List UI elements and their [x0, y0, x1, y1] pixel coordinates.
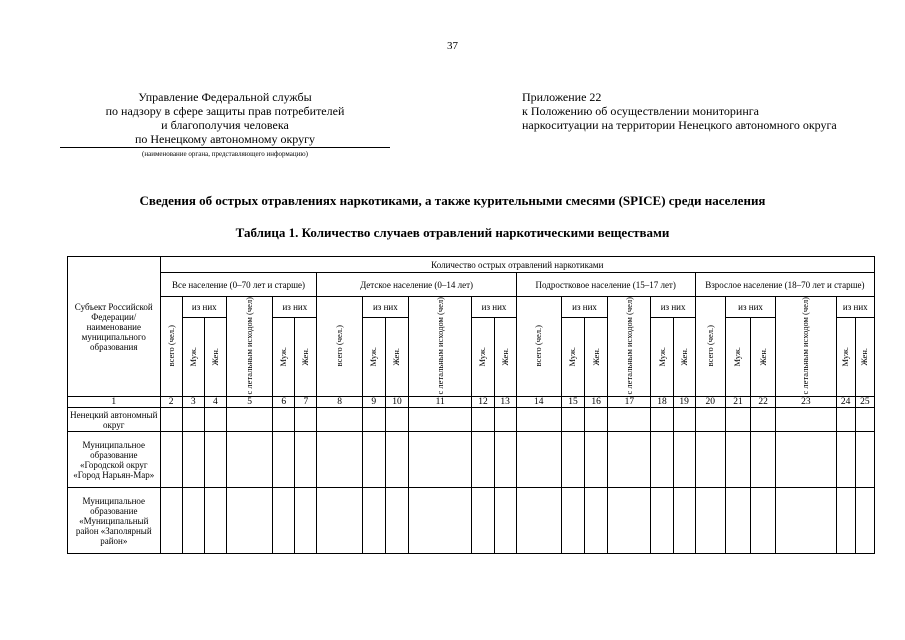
data-cell[interactable]: [725, 432, 750, 488]
female-header-text: Жен.: [209, 347, 220, 366]
lethal-header: [409, 297, 472, 397]
lethal-header-text: с летальным исходом (чел): [800, 297, 811, 395]
total-header-text: всего (чел.): [165, 325, 176, 367]
data-cell[interactable]: [472, 408, 494, 432]
column-number: 21: [725, 397, 750, 408]
total-header-text: всего (чел.): [334, 325, 345, 367]
total-header: [695, 297, 725, 397]
female-header: [295, 318, 317, 397]
of-them-header: из них: [725, 297, 775, 318]
data-cell[interactable]: [585, 408, 608, 432]
column-number: 16: [585, 397, 608, 408]
male-header: [182, 318, 204, 397]
annex-line: Приложение 22: [522, 90, 602, 104]
data-cell[interactable]: [585, 432, 608, 488]
male-header: [362, 318, 385, 397]
male-header-text: Муж.: [187, 346, 198, 367]
data-cell[interactable]: [273, 432, 295, 488]
male-header-text: Муж.: [567, 346, 578, 367]
data-cell[interactable]: [608, 488, 651, 554]
data-cell[interactable]: [725, 488, 750, 554]
column-number: 5: [226, 397, 272, 408]
column-number: 4: [204, 397, 226, 408]
data-cell[interactable]: [226, 432, 272, 488]
column-number: 2: [160, 397, 182, 408]
row-label: Ненецкий автономный округ: [68, 408, 161, 432]
column-number: 22: [751, 397, 776, 408]
column-number-row: [68, 397, 875, 408]
female-header-text: Жен.: [757, 347, 768, 366]
data-cell[interactable]: [651, 488, 673, 554]
lethal-header: [226, 297, 272, 397]
column-number: 25: [855, 397, 874, 408]
data-cell[interactable]: [855, 432, 874, 488]
data-cell[interactable]: [751, 488, 776, 554]
data-cell[interactable]: [182, 408, 204, 432]
annex-line: наркоситуации на территории Ненецкого автономного округа: [522, 118, 837, 132]
male-header-text: Муж.: [656, 346, 667, 367]
data-cell[interactable]: [362, 488, 385, 554]
data-cell[interactable]: [385, 432, 408, 488]
data-cell[interactable]: [608, 408, 651, 432]
female-header: [494, 318, 516, 397]
lethal-header-text: с летальным исходом (чел): [434, 297, 445, 395]
male-header-text: Муж.: [278, 346, 289, 367]
table-title: Таблица 1. Количество случаев отравлений наркотическими веществами: [235, 225, 670, 240]
female-header: [204, 318, 226, 397]
column-number: 3: [182, 397, 204, 408]
data-cell[interactable]: [561, 488, 584, 554]
data-cell[interactable]: [751, 432, 776, 488]
data-cell[interactable]: [385, 488, 408, 554]
data-cell[interactable]: [561, 408, 584, 432]
org-line: Управление Федеральной службы: [138, 90, 312, 104]
data-cell[interactable]: [409, 488, 472, 554]
data-cell[interactable]: [226, 408, 272, 432]
row-label: Муниципальное образование «Городской округ «Город Нарьян-Мар»: [68, 432, 161, 488]
female-header-text: Жен.: [300, 347, 311, 366]
total-header: [160, 297, 182, 397]
column-number: 11: [409, 397, 472, 408]
column-number: 19: [673, 397, 695, 408]
group-header-all: Все население (0–70 лет и старше): [160, 273, 317, 297]
male-header-text: Муж.: [732, 346, 743, 367]
of-them-header: из них: [836, 297, 874, 318]
data-cell[interactable]: [204, 432, 226, 488]
group-header-adults: Взрослое население (18–70 лет и старше): [695, 273, 874, 297]
of-them-header: из них: [273, 297, 317, 318]
lethal-header: [608, 297, 651, 397]
data-cell[interactable]: [855, 488, 874, 554]
male-header-text: Муж.: [840, 346, 851, 367]
data-cell[interactable]: [836, 432, 855, 488]
female-header: [855, 318, 874, 397]
data-cell[interactable]: [160, 488, 182, 554]
lethal-header-text: с летальным исходом (чел): [623, 297, 634, 395]
female-header: [385, 318, 408, 397]
data-cell[interactable]: [226, 488, 272, 554]
data-table: [67, 256, 875, 554]
data-cell[interactable]: [317, 488, 362, 554]
org-line: и благополучия человека: [161, 118, 289, 132]
total-header: [516, 297, 561, 397]
data-cell[interactable]: [273, 408, 295, 432]
column-number: 10: [385, 397, 408, 408]
data-cell[interactable]: [776, 408, 836, 432]
male-header-text: Муж.: [477, 346, 488, 367]
data-cell[interactable]: [516, 408, 561, 432]
female-header-text: Жен.: [678, 347, 689, 366]
data-cell[interactable]: [725, 408, 750, 432]
data-cell[interactable]: [651, 432, 673, 488]
female-header-text: Жен.: [859, 347, 870, 366]
column-number: 20: [695, 397, 725, 408]
data-cell[interactable]: [855, 408, 874, 432]
male-header: [651, 318, 673, 397]
data-cell[interactable]: [295, 408, 317, 432]
data-cell[interactable]: [673, 408, 695, 432]
male-header: [725, 318, 750, 397]
document-title: Сведения об острых отравлениях наркотиками, а также курительными смесями (SPICE) среди населения: [139, 193, 766, 208]
column-number: 23: [776, 397, 836, 408]
organization-block: [60, 90, 390, 159]
org-name-underlined: по Ненецкому автономному округу: [60, 132, 390, 148]
column-number: 6: [273, 397, 295, 408]
column-number: 18: [651, 397, 673, 408]
data-cell[interactable]: [751, 408, 776, 432]
data-cell[interactable]: [494, 488, 516, 554]
data-cell[interactable]: [160, 408, 182, 432]
of-them-header: из них: [561, 297, 607, 318]
org-line: по надзору в сфере защиты прав потребителей: [105, 104, 345, 118]
data-cell[interactable]: [695, 408, 725, 432]
subject-header: Субъект Российской Федерации/ наименование муниципального образования: [68, 257, 161, 397]
total-header: [317, 297, 362, 397]
of-them-header: из них: [472, 297, 516, 318]
row-label: Муниципальное образование «Муниципальный район «Заполярный район»: [68, 488, 161, 554]
column-number: 13: [494, 397, 516, 408]
total-header-text: всего (чел.): [704, 325, 715, 367]
column-number: 8: [317, 397, 362, 408]
male-header: [273, 318, 295, 397]
table-row: [68, 488, 875, 554]
column-number: 24: [836, 397, 855, 408]
female-header: [673, 318, 695, 397]
female-header: [751, 318, 776, 397]
group-header-children: Детское население (0–14 лет): [317, 273, 516, 297]
data-cell[interactable]: [776, 488, 836, 554]
data-cell[interactable]: [317, 408, 362, 432]
org-note: (наименование органа, представляющего информацию): [142, 150, 308, 158]
data-cell[interactable]: [651, 408, 673, 432]
data-cell[interactable]: [516, 488, 561, 554]
data-cell[interactable]: [160, 432, 182, 488]
female-header-text: Жен.: [590, 347, 601, 366]
of-them-header: из них: [651, 297, 695, 318]
data-cell[interactable]: [204, 488, 226, 554]
column-number: 15: [561, 397, 584, 408]
column-number: 12: [472, 397, 494, 408]
data-cell[interactable]: [204, 408, 226, 432]
data-cell[interactable]: [673, 488, 695, 554]
column-number: 14: [516, 397, 561, 408]
male-header: [472, 318, 494, 397]
column-number: 7: [295, 397, 317, 408]
male-header: [836, 318, 855, 397]
data-cell[interactable]: [295, 432, 317, 488]
lethal-header: [776, 297, 836, 397]
page-number: 37: [447, 40, 458, 52]
data-cell[interactable]: [585, 488, 608, 554]
data-cell[interactable]: [409, 408, 472, 432]
data-cell[interactable]: [695, 488, 725, 554]
male-header-text: Муж.: [368, 346, 379, 367]
lethal-header-text: с летальным исходом (чел): [244, 297, 255, 395]
table-row: [68, 408, 875, 432]
data-cell[interactable]: [385, 408, 408, 432]
data-cell[interactable]: [472, 432, 494, 488]
top-header: Количество острых отравлений наркотиками: [160, 257, 874, 273]
female-header-text: Жен.: [499, 347, 510, 366]
data-cell[interactable]: [776, 432, 836, 488]
data-cell[interactable]: [409, 432, 472, 488]
data-cell[interactable]: [472, 488, 494, 554]
data-cell[interactable]: [836, 488, 855, 554]
table-row: [68, 432, 875, 488]
group-header-teens: Подростковое население (15–17 лет): [516, 273, 695, 297]
data-cell[interactable]: [273, 488, 295, 554]
data-cell[interactable]: [561, 432, 584, 488]
total-header-text: всего (чел.): [533, 325, 544, 367]
data-cell[interactable]: [516, 432, 561, 488]
data-cell[interactable]: [608, 432, 651, 488]
data-cell[interactable]: [673, 432, 695, 488]
data-cell[interactable]: [362, 432, 385, 488]
annex-line: к Положению об осуществлении мониторинга: [522, 104, 760, 118]
female-header-text: Жен.: [391, 347, 402, 366]
data-cell[interactable]: [836, 408, 855, 432]
data-cell[interactable]: [362, 408, 385, 432]
data-cell[interactable]: [494, 408, 516, 432]
of-them-header: из них: [362, 297, 408, 318]
data-cell[interactable]: [695, 432, 725, 488]
column-number: 1: [68, 397, 161, 408]
data-cell[interactable]: [182, 488, 204, 554]
of-them-header: из них: [182, 297, 226, 318]
data-cell[interactable]: [182, 432, 204, 488]
column-number: 9: [362, 397, 385, 408]
male-header: [561, 318, 584, 397]
data-cell[interactable]: [494, 432, 516, 488]
column-number: 17: [608, 397, 651, 408]
data-cell[interactable]: [295, 488, 317, 554]
data-cell[interactable]: [317, 432, 362, 488]
female-header: [585, 318, 608, 397]
annex-block: [522, 90, 882, 132]
